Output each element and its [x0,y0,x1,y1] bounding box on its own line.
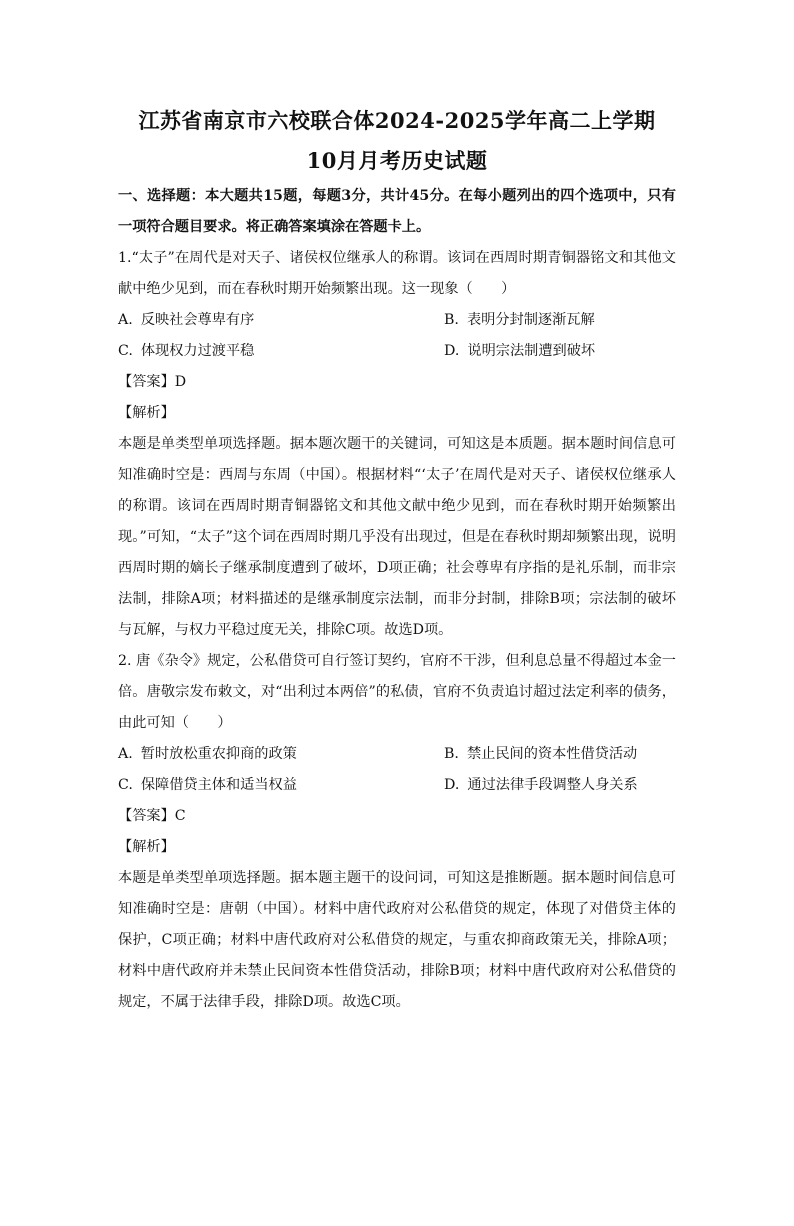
answer-label: 【答案】C [118,808,186,824]
analysis-text: 本题是单类型单项选择题。据本题次题干的关键词，可知这是本质题。据本题时间信息可知准确时空是：西周与东周（中国）。根据材料“‘太子’在周代是对天子、诸侯权位继承人的称谓。该词在西周时期青铜器铭文和其他文献中绝少见到，而在春秋时期开始频繁出现。”可知，“太子”这个词在西周时期几乎没有出现过，但是在春秋时期却频繁出现，说明西周时期的嫡长子继承制度遭到了破坏，D项正确；社会尊卑有序指的是礼乐制，而非宗法制，排除A项；材料描述的是继承制度宗法制，而非分封制，排除B项；宗法制的破坏与瓦解，与权力平稳过度无关，排除C项。故选D项。 [118,436,676,638]
question-1 [118,243,676,646]
question-options [118,739,676,801]
question-2 [118,646,676,1018]
option-letter: A. [118,746,133,762]
option-text: 反映社会尊卑有序 [140,312,255,328]
option-c [118,770,444,801]
option-text: 暂时放松重农抑商的政策 [140,746,297,762]
section-heading: 一、选择题：本大题共15题，每题3分，共计45分。在每小题列出的四个选项中，只有一项符合题目要求。将正确答案填涂在答题卡上。 [118,188,676,235]
analysis-label: 【解析】 [118,839,175,855]
document-title-line1: 江苏省南京市六校联合体2024-2025学年高二上学期 [138,108,656,133]
analysis-label: 【解析】 [118,405,175,421]
document-title-line2: 10月月考历史试题 [306,148,488,173]
question-stem: 2. 唐《杂令》规定，公私借贷可自行签订契约，官府不干涉，但利息总量不得超过本金一倍。唐敬宗发布敕文，对“出利过本两倍”的私债，官府不负责追讨超过法定利率的债务，由此可知（ ） [118,653,676,731]
option-letter: D. [444,777,460,793]
option-a [118,739,444,770]
analysis-text: 本题是单类型单项选择题。据本题主题干的设问词，可知这是推断题。据本题时间信息可知准确时空是：唐朝（中国）。材料中唐代政府对公私借贷的规定，体现了对借贷主体的保护，C项正确；材料中唐代政府对公私借贷的规定，与重农抑商政策无关，排除A项；材料中唐代政府并未禁止民间资本性借贷活动，排除B项；材料中唐代政府对公私借贷的规定，不属于法律手段，排除D项。故选C项。 [118,870,676,1010]
option-text: 通过法律手段调整人身关系 [467,777,638,793]
option-letter: C. [118,343,133,359]
option-a [118,305,444,336]
option-text: 保障借贷主体和适当权益 [140,777,297,793]
option-b [444,739,676,770]
question-options [118,305,676,367]
option-c [118,336,444,367]
option-d [444,336,676,367]
answer-label: 【答案】D [118,374,187,390]
option-letter: B. [444,312,459,328]
option-text: 说明宗法制遭到破坏 [467,343,596,359]
option-text: 体现权力过渡平稳 [140,343,255,359]
option-letter: C. [118,777,133,793]
option-b [444,305,676,336]
option-text: 禁止民间的资本性借贷活动 [466,746,638,762]
option-letter: A. [118,312,133,328]
option-text: 表明分封制逐渐瓦解 [466,312,595,328]
document-page [0,103,794,1226]
question-stem: 1.“太子”在周代是对天子、诸侯权位继承人的称谓。该词在西周时期青铜器铭文和其他文献中绝少见到，而在春秋时期开始频繁出现。这一现象（ ） [118,250,676,297]
option-d [444,770,676,801]
option-letter: D. [444,343,460,359]
option-letter: B. [444,746,459,762]
